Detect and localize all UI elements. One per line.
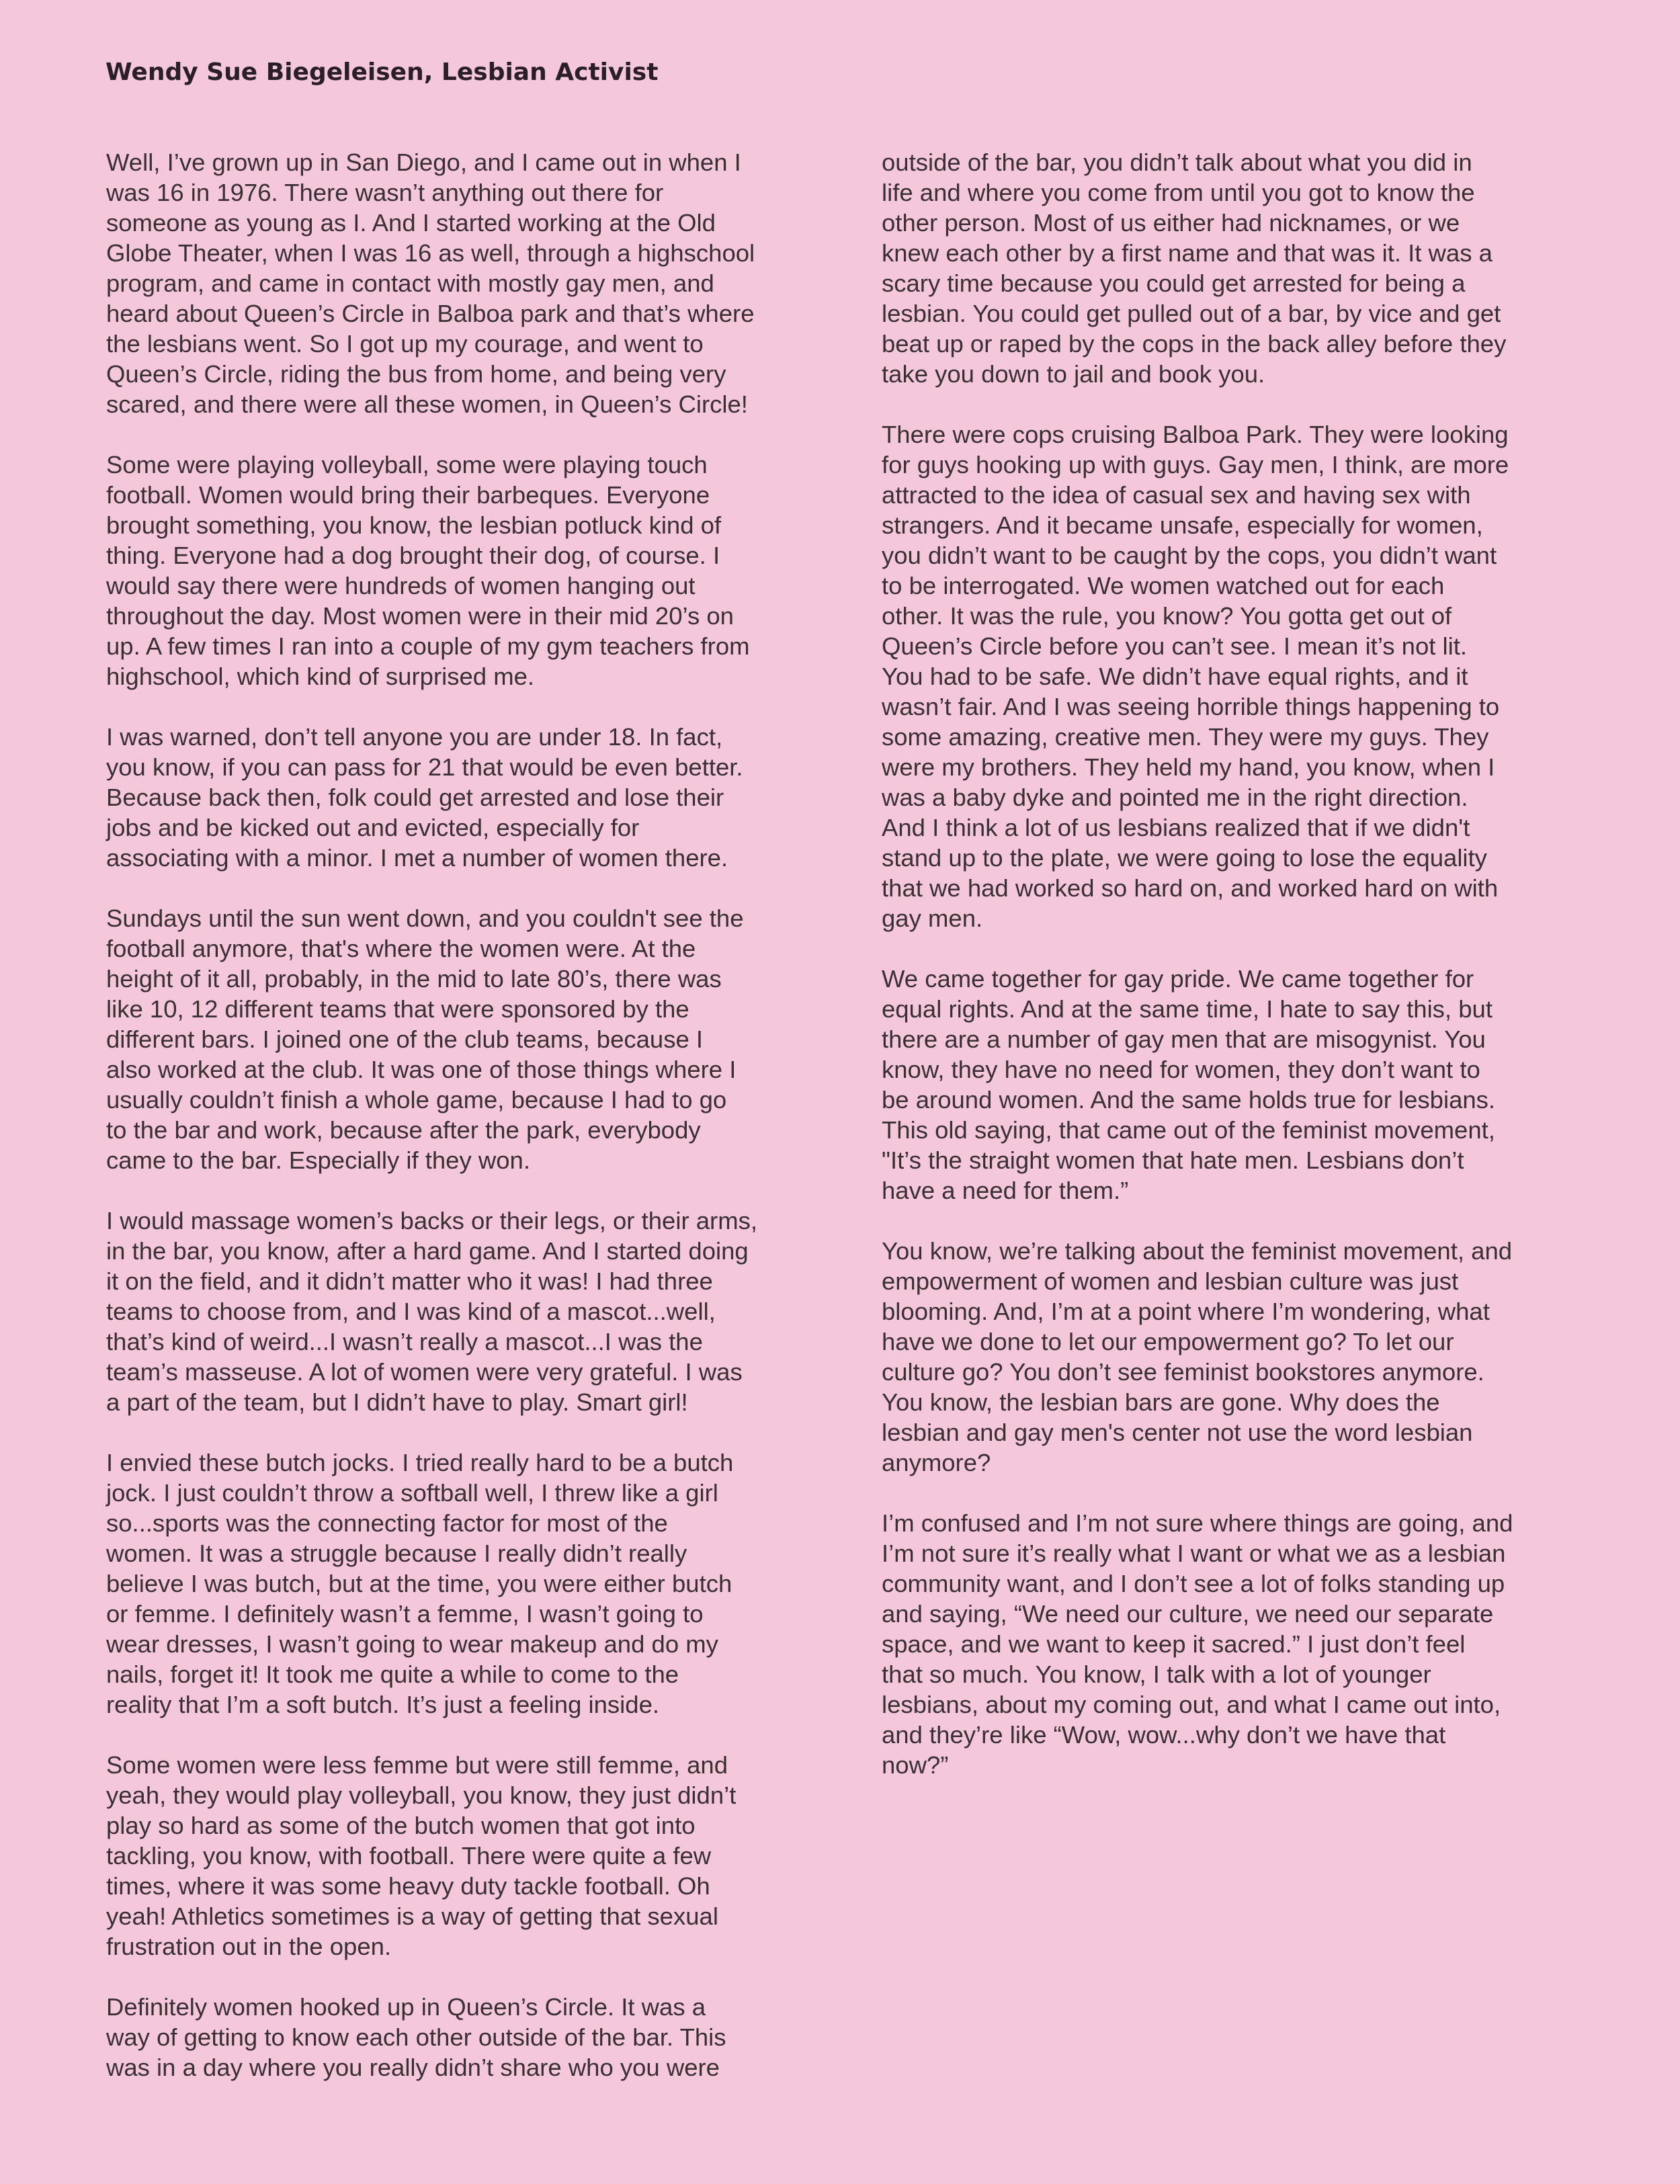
text-line: play so hard as some of the butch women that got into [106, 1812, 696, 1839]
text-line: We came together for gay pride. We came together for [882, 965, 1474, 993]
left-paragraph-1 [106, 147, 839, 419]
text-line: would say there were hundreds of women hanging out [106, 572, 696, 599]
text-line: Globe Theater, when I was 16 as well, through a highschool [106, 239, 755, 267]
text-line: that so much. You know, I talk with a lot of younger [882, 1661, 1431, 1688]
text-line: equal rights. And at the same time, I hate to say this, but [882, 995, 1493, 1023]
text-line: lesbians, about my coming out, and what I came out into, [882, 1691, 1501, 1718]
text-line: to be interrogated. We women watched out for each [882, 572, 1445, 599]
left-paragraph-3 [106, 722, 839, 873]
text-line: be around women. And the same holds true for lesbians. [882, 1086, 1496, 1114]
text-line: beat up or raped by the cops in the back alley before they [882, 330, 1507, 358]
text-line: empowerment of women and lesbian culture was just [882, 1267, 1459, 1295]
text-line: You had to be safe. We didn’t have equal rights, and it [882, 663, 1468, 690]
text-line: Some were playing volleyball, some were playing touch [106, 451, 708, 478]
text-line: a part of the team, but I didn’t have to play. Smart girl! [106, 1388, 688, 1416]
text-line: also worked at the club. It was one of those things where I [106, 1056, 737, 1083]
text-line: I was warned, don’t tell anyone you are under 18. In fact, [106, 723, 723, 751]
text-line: Well, I’ve grown up in San Diego, and I came out in when I [106, 149, 741, 176]
text-line: Queen’s Circle, riding the bus from home, and being very [106, 360, 726, 388]
text-line: someone as young as I. And I started working at the Old [106, 209, 716, 237]
text-line: yeah, they would play volleyball, you know, they just didn’t [106, 1781, 737, 1809]
text-line: and saying, “We need our culture, we need our separate [882, 1600, 1494, 1628]
text-line: team’s masseuse. A lot of women were very grateful. I was [106, 1358, 743, 1386]
text-line: or femme. I definitely wasn’t a femme, I wasn’t going to [106, 1600, 704, 1628]
text-line: stand up to the plate, we were going to lose the equality [882, 844, 1487, 872]
text-line: program, and came in contact with mostly gay men, and [106, 269, 714, 297]
left-paragraph-6 [106, 1447, 839, 1720]
text-line: were my brothers. They held my hand, you know, when I [882, 753, 1495, 781]
text-line: came to the bar. Especially if they won. [106, 1146, 530, 1174]
text-line: wasn’t fair. And I was seeing horrible things happening to [882, 693, 1500, 720]
text-line: yeah! Athletics sometimes is a way of getting that sexual [106, 1902, 718, 1930]
right-paragraph-5 [882, 1508, 1614, 1780]
text-line: to the bar and work, because after the park, everybody [106, 1116, 701, 1144]
text-line: women. It was a struggle because I really didn’t really [106, 1540, 687, 1567]
text-line: height of it all, probably, in the mid to late 80’s, there was [106, 965, 722, 993]
text-line: times, where it was some heavy duty tackle football. Oh [106, 1872, 710, 1900]
text-line: space, and we want to keep it sacred.” I just don’t feel [882, 1630, 1466, 1658]
text-line: You know, the lesbian bars are gone. Why does the [882, 1388, 1440, 1416]
text-line: attracted to the idea of casual sex and having sex with [882, 481, 1471, 509]
text-line: frustration out in the open. [106, 1933, 392, 1960]
page-title: Wendy Sue Biegeleisen, Lesbian Activist [106, 58, 659, 86]
text-line: usually couldn’t finish a whole game, because I had to go [106, 1086, 727, 1114]
text-line: was a baby dyke and pointed me in the right direction. [882, 784, 1468, 811]
text-line: "It’s the straight women that hate men. Lesbians don’t [882, 1146, 1464, 1174]
text-line: brought something, you know, the lesbian potluck kind of [106, 511, 722, 539]
text-line: knew each other by a first name and that was it. It was a [882, 239, 1493, 267]
text-line: scary time because you could get arrested for being a [882, 269, 1466, 297]
text-line: This old saying, that came out of the feminist movement, [882, 1116, 1495, 1144]
text-line: have we done to let our empowerment go? To let our [882, 1328, 1454, 1355]
text-line: reality that I’m a soft butch. It’s just a feeling inside. [106, 1691, 660, 1718]
text-line: thing. Everyone had a dog brought their dog, of course. I [106, 542, 720, 569]
text-line: now?” [882, 1751, 949, 1779]
text-line: the lesbians went. So I got up my courage, and went to [106, 330, 704, 358]
right-paragraph-2 [882, 419, 1614, 933]
text-line: And I think a lot of us lesbians realized that if we didn't [882, 814, 1470, 841]
text-line: strangers. And it became unsafe, especially for women, [882, 511, 1483, 539]
text-line: scared, and there were all these women, in Queen’s Circle! [106, 390, 748, 418]
text-line: that we had worked so hard on, and worked hard on with [882, 874, 1499, 902]
text-line: know, they have no need for women, they don’t want to [882, 1056, 1480, 1083]
text-line: anymore? [882, 1449, 991, 1476]
right-text-column [882, 147, 1614, 1810]
text-line: I envied these butch jocks. I tried really hard to be a butch [106, 1449, 734, 1476]
text-line: community want, and I don’t see a lot of folks standing up [882, 1570, 1505, 1597]
text-line: was in a day where you really didn’t share who you were [106, 2054, 720, 2081]
text-line: Some women were less femme but were still femme, and [106, 1751, 728, 1779]
text-line: There were cops cruising Balboa Park. They were looking [882, 421, 1509, 448]
text-line: Queen’s Circle before you can’t see. I mean it’s not lit. [882, 632, 1468, 660]
text-line: I’m confused and I’m not sure where things are going, and [882, 1509, 1513, 1537]
text-line: there are a number of gay men that are misogynist. You [882, 1025, 1486, 1053]
text-line: up. A few times I ran into a couple of my gym teachers from [106, 632, 750, 660]
text-line: believe I was butch, but at the time, you were either butch [106, 1570, 732, 1597]
text-line: like 10, 12 different teams that were sponsored by the [106, 995, 689, 1023]
text-line: you know, if you can pass for 21 that would be even better. [106, 753, 743, 781]
text-line: I would massage women’s backs or their legs, or their arms, [106, 1207, 757, 1234]
text-line: football. Women would bring their barbeques. Everyone [106, 481, 710, 509]
text-line: culture go? You don’t see feminist bookstores anymore. [882, 1358, 1484, 1386]
text-line: highschool, which kind of surprised me. [106, 663, 535, 690]
text-line: and they’re like “Wow, wow...why don’t we have that [882, 1721, 1446, 1749]
text-line: heard about Queen’s Circle in Balboa park and that’s where [106, 300, 755, 327]
text-line: outside of the bar, you didn’t talk about what you did in [882, 149, 1472, 176]
text-line: wear dresses, I wasn’t going to wear makeup and do my [106, 1630, 718, 1658]
text-line: in the bar, you know, after a hard game. And I started doing [106, 1237, 749, 1265]
text-line: I’m not sure it’s really what I want or what we as a lesbian [882, 1540, 1506, 1567]
text-line: lesbian and gay men's center not use the word lesbian [882, 1419, 1473, 1446]
right-paragraph-4 [882, 1236, 1614, 1478]
text-line: life and where you come from until you got to know the [882, 179, 1475, 206]
text-line: take you down to jail and book you. [882, 360, 1265, 388]
text-line: nails, forget it! It took me quite a while to come to the [106, 1661, 679, 1688]
text-line: lesbian. You could get pulled out of a bar, by vice and get [882, 300, 1501, 327]
text-line: Sundays until the sun went down, and you couldn't see the [106, 905, 744, 932]
left-paragraph-7 [106, 1750, 839, 1962]
right-paragraph-1 [882, 147, 1614, 389]
text-line: way of getting to know each other outside of the bar. This [106, 2023, 726, 2051]
text-line: You know, we’re talking about the feminist movement, and [882, 1237, 1513, 1265]
text-line: tackling, you know, with football. There were quite a few [106, 1842, 712, 1870]
text-line: jock. I just couldn’t throw a softball well, I threw like a girl [106, 1479, 718, 1507]
text-line: was 16 in 1976. There wasn’t anything out there for [106, 179, 664, 206]
text-line: football anymore, that's where the women were. At the [106, 935, 696, 962]
left-paragraph-5 [106, 1206, 839, 1417]
text-line: jobs and be kicked out and evicted, especially for [106, 814, 640, 841]
text-line: Because back then, folk could get arrested and lose their [106, 784, 724, 811]
text-line: some amazing, creative men. They were my guys. They [882, 723, 1489, 751]
text-line: so...sports was the connecting factor for most of the [106, 1509, 668, 1537]
text-line: throughout the day. Most women were in their mid 20’s on [106, 602, 734, 630]
text-line: teams to choose from, and I was kind of a mascot...well, [106, 1298, 716, 1325]
text-line: Definitely women hooked up in Queen’s Circle. It was a [106, 1993, 706, 2021]
left-paragraph-8 [106, 1992, 839, 2083]
right-paragraph-3 [882, 964, 1614, 1206]
text-line: it on the field, and it didn’t matter who it was! I had three [106, 1267, 713, 1295]
text-line: associating with a minor. I met a number of women there. [106, 844, 728, 872]
left-paragraph-2 [106, 450, 839, 691]
text-line: you didn’t want to be caught by the cops, you didn’t want [882, 542, 1497, 569]
text-line: other person. Most of us either had nicknames, or we [882, 209, 1460, 237]
text-line: blooming. And, I’m at a point where I’m wondering, what [882, 1298, 1490, 1325]
left-paragraph-4 [106, 903, 839, 1175]
text-line: that’s kind of weird...I wasn’t really a mascot...I was the [106, 1328, 703, 1355]
text-line: have a need for them.” [882, 1177, 1129, 1204]
text-line: other. It was the rule, you know? You gotta get out of [882, 602, 1452, 630]
text-line: different bars. I joined one of the club teams, because I [106, 1025, 704, 1053]
text-line: gay men. [882, 905, 983, 932]
text-line: for guys hooking up with guys. Gay men, I think, are more [882, 451, 1509, 478]
left-text-column [106, 147, 839, 2113]
